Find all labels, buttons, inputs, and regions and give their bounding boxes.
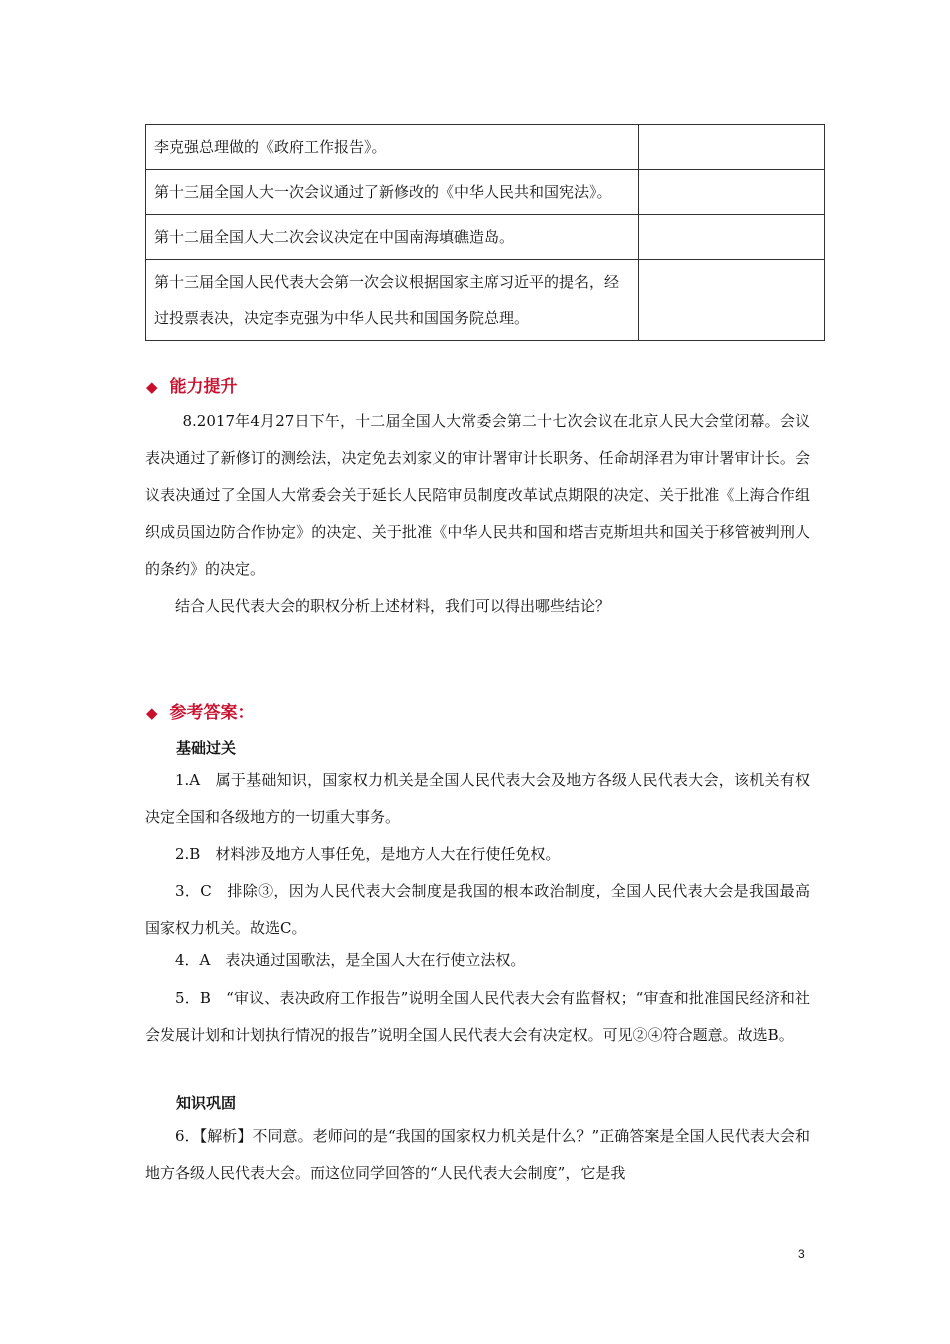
table-row [146, 260, 825, 341]
diamond-bullet-icon: ◆ [146, 378, 158, 396]
question-8-prompt: 结合人民代表大会的职权分析上述材料，我们可以得出哪些结论？ [175, 597, 611, 615]
table-cell-statement: 第十二届全国人大二次会议决定在中国南海填礁造岛。 [146, 215, 639, 260]
table-cell-answer [638, 260, 824, 341]
table-cell-statement: 第十三届全国人民代表大会第一次会议根据国家主席习近平的提名，经过投票表决，决定李克强为中华人民共和国国务院总理。 [146, 260, 639, 341]
table-cell-answer [638, 215, 824, 260]
basic-subheading: 基础过关 [176, 739, 237, 757]
table-row [146, 215, 825, 260]
answer-6: 6．【解析】不同意。老师问的是“我国的国家权力机关是什么？”正确答案是全国人民代表大会和地方各级人民代表大会。而这位同学回答的“人民代表大会制度”，它是我 [145, 1127, 810, 1182]
table-cell-answer [638, 125, 824, 170]
ability-section-heading [146, 372, 238, 397]
answer-1: 1.A 属于基础知识，国家权力机关是全国人民代表大会及地方各级人民代表大会，该机关有权决定全国和各级地方的一切重大事务。 [145, 771, 810, 826]
page-number: 3 [798, 1247, 805, 1261]
answer-2: 2.B 材料涉及地方人事任免，是地方人大在行使任免权。 [175, 845, 561, 863]
table-cell-answer [638, 170, 824, 215]
answer-3: 3．C 排除③，因为人民代表大会制度是我国的根本政治制度，全国人民代表大会是我国最高国家权力机关。故选C。 [145, 882, 810, 937]
answer-5: 5．B “审议、表决政府工作报告”说明全国人民代表大会有监督权；“审查和批准国民经济和社会发展计划和计划执行情况的报告”说明全国人民代表大会有决定权。可见②④符合题意。故选B。 [145, 989, 810, 1044]
diamond-bullet-icon: ◆ [146, 704, 158, 722]
question-8-text: 8.2017年4月27日下午，十二届全国人大常委会第二十七次会议在北京人民大会堂闭幕。会议表决通过了新修订的测绘法，决定免去刘家义的审计署审计长职务、任命胡泽君为审计署审计长。会议表决通过了全国人大常委会关于延长人民陪审员制度改革试点期限的决定、关于批准《上海合作组织成员国边防合作协定》的决定、关于批准《中华人民共和国和塔吉克斯坦共和国关于移管被判刑人的条约》的决定。 [145, 412, 810, 578]
ability-heading-text: 能力提升 [169, 377, 238, 397]
answers-section-heading [146, 698, 255, 723]
table-cell-statement: 第十三届全国人大一次会议通过了新修改的《中华人民共和国宪法》。 [146, 170, 639, 215]
answer-4: 4．A 表决通过国歌法，是全国人大在行使立法权。 [175, 951, 526, 969]
table-row [146, 170, 825, 215]
table-row [146, 125, 825, 170]
table-cell-statement: 李克强总理做的《政府工作报告》。 [146, 125, 639, 170]
consolidate-subheading: 知识巩固 [176, 1094, 237, 1112]
power-classification-table [145, 124, 825, 341]
answers-heading-text: 参考答案： [169, 703, 255, 723]
